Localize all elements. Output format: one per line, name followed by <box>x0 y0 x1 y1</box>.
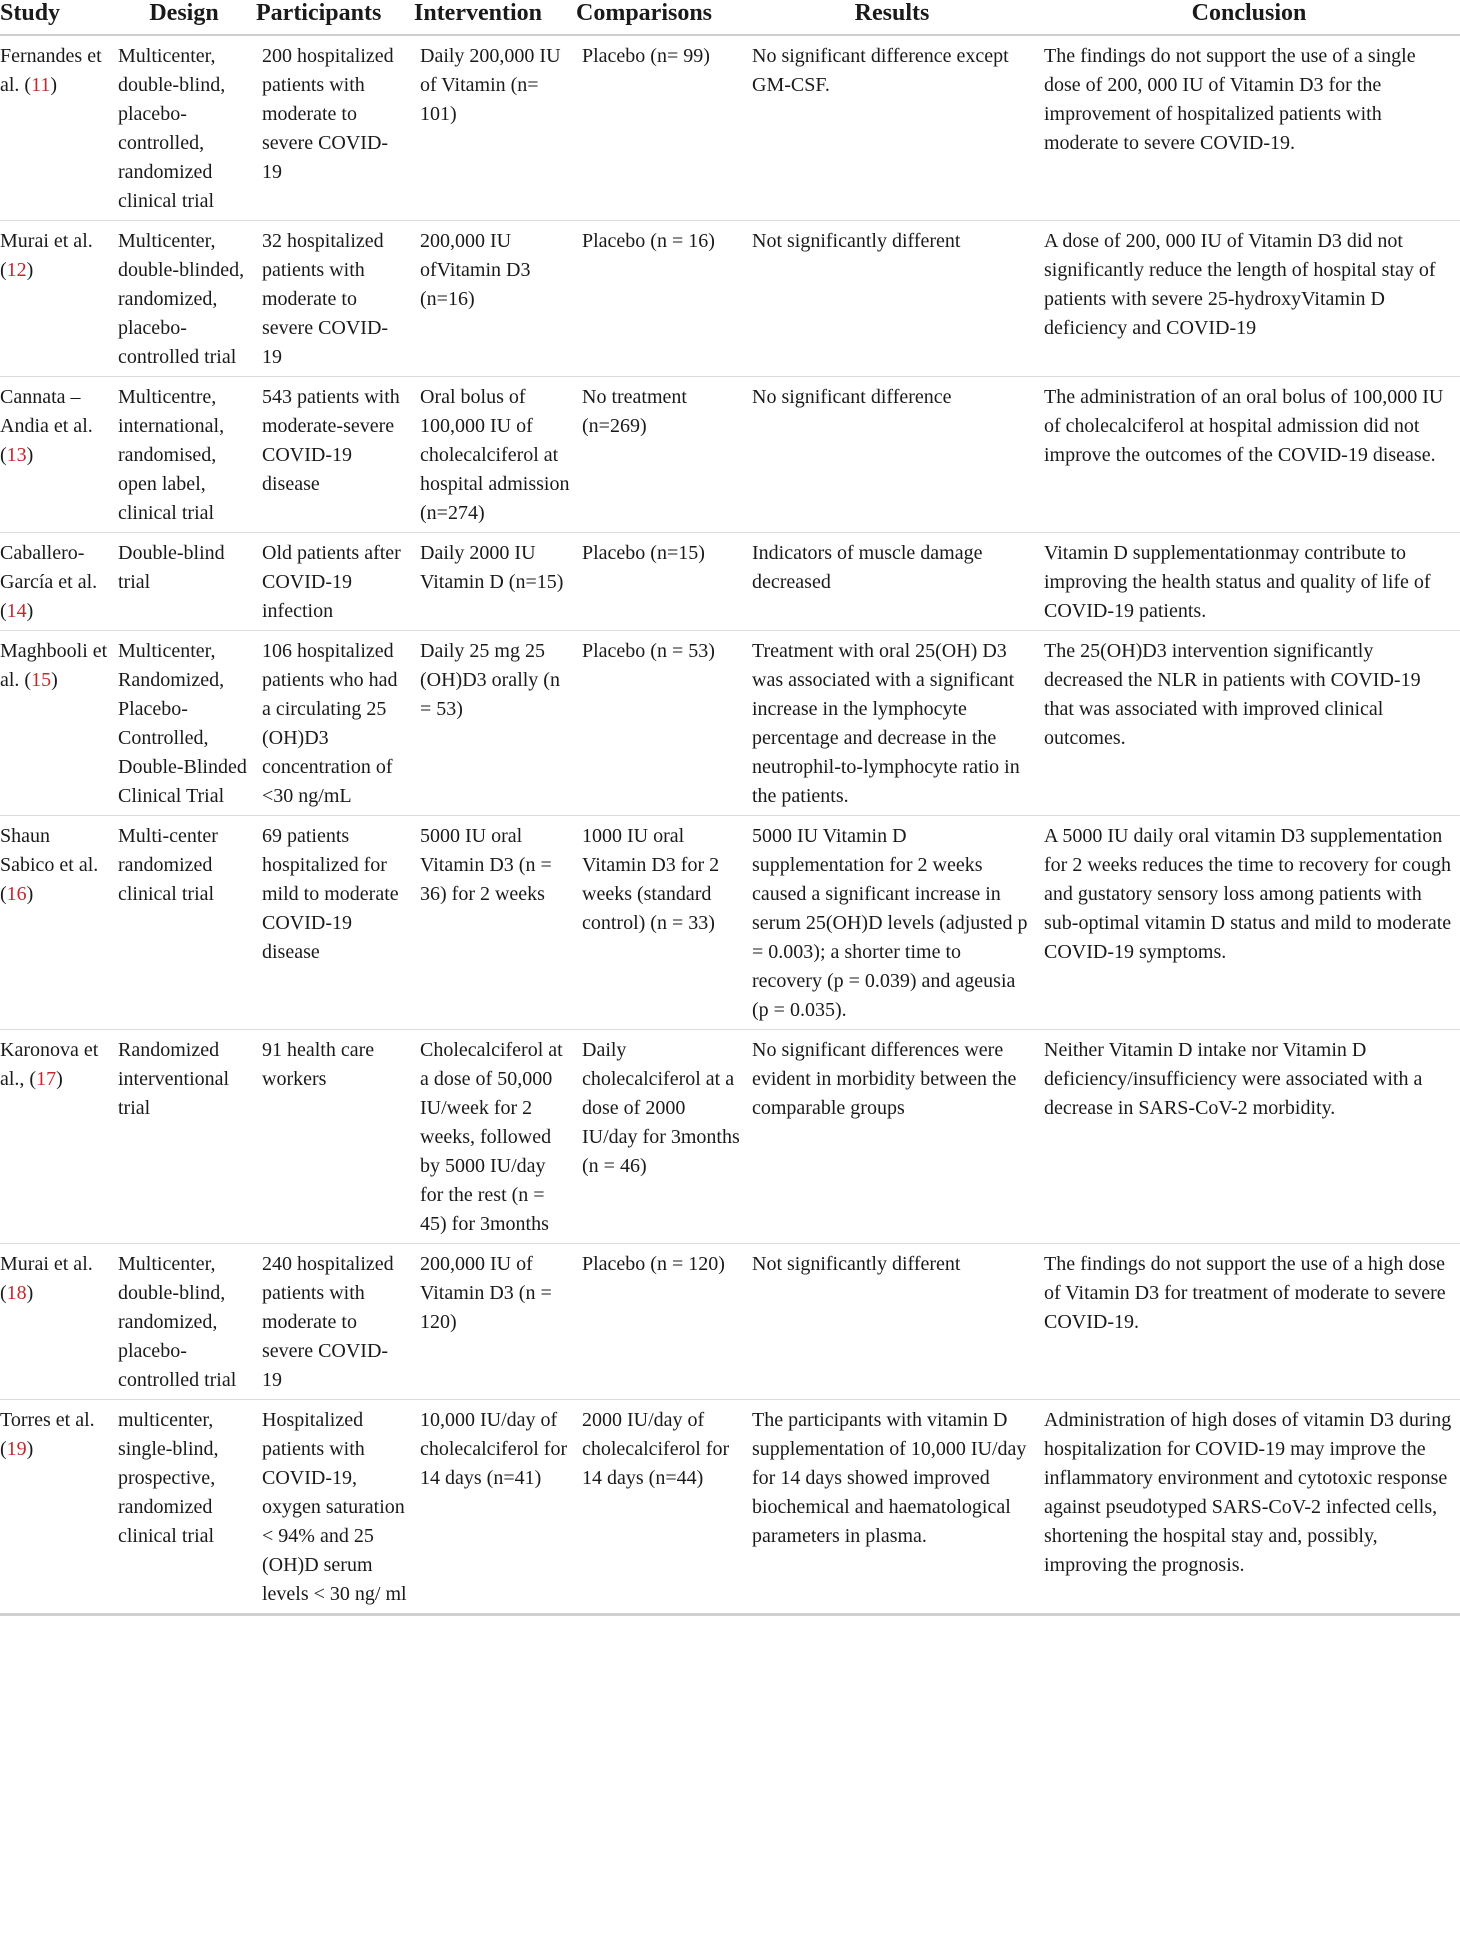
study-name-suffix: ) <box>26 1282 34 1304</box>
reference-link[interactable]: 14 <box>6 600 27 622</box>
conclusion-cell: The findings do not support the use of a high dose of Vitamin D3 for treatment of moderate to severe COVID-19. <box>1038 1244 1460 1400</box>
header-study: Study <box>0 0 112 35</box>
design-cell: Multicenter, double-blinded, randomized, placebo-controlled trial <box>112 221 256 377</box>
header-participants: Participants <box>256 0 414 35</box>
comparisons-cell: Placebo (n=15) <box>576 533 746 631</box>
reference-link[interactable]: 15 <box>31 669 52 691</box>
design-cell: multicenter, single-blind, prospective, randomized clinical trial <box>112 1400 256 1615</box>
comparisons-cell: Placebo (n = 16) <box>576 221 746 377</box>
design-cell: Multicenter, double-blind, randomized, placebo-controlled trial <box>112 1244 256 1400</box>
table-row <box>0 1244 1460 1400</box>
participants-cell: Old patients after COVID-19 infection <box>256 533 414 631</box>
intervention-cell: 10,000 IU/day of cholecalciferol for 14 days (n=41) <box>414 1400 576 1615</box>
participants-cell: Hospitalized patients with COVID-19, oxygen saturation < 94% and 25 (OH)D serum levels < 30 ng/ ml <box>256 1400 414 1615</box>
conclusion-cell: A dose of 200, 000 IU of Vitamin D3 did not significantly reduce the length of hospital stay of patients with severe 25-hydroxyVitamin D deficiency and COVID-19 <box>1038 221 1460 377</box>
comparisons-cell: No treatment (n=269) <box>576 377 746 533</box>
header-design: Design <box>112 0 256 35</box>
study-name: Shaun Sabico et al. ( <box>0 825 99 905</box>
design-cell: Double-blind trial <box>112 533 256 631</box>
conclusion-cell: Administration of high doses of vitamin D3 during hospitalization for COVID-19 may improve the inflammatory environment and cytotoxic response against pseudotyped SARS-CoV-2 infected cells, shortening the hospital stay and, possibly, improving the prognosis. <box>1038 1400 1460 1615</box>
study-cell <box>0 377 112 533</box>
study-name-suffix: ) <box>56 1068 63 1090</box>
header-comparisons: Comparisons <box>576 0 746 35</box>
reference-link[interactable]: 13 <box>6 444 27 466</box>
comparisons-cell: Placebo (n= 99) <box>576 35 746 221</box>
participants-cell: 240 hospitalized patients with moderate to severe COVID-19 <box>256 1244 414 1400</box>
study-name-suffix: ) <box>51 669 58 691</box>
conclusion-cell: Neither Vitamin D intake nor Vitamin D deficiency/insufficiency were associated with a decrease in SARS-CoV-2 morbidity. <box>1038 1030 1460 1244</box>
participants-cell: 69 patients hospitalized for mild to moderate COVID-19 disease <box>256 816 414 1030</box>
comparisons-cell: Daily cholecalciferol at a dose of 2000 IU/day for 3months (n = 46) <box>576 1030 746 1244</box>
header-results: Results <box>746 0 1038 35</box>
conclusion-cell: The findings do not support the use of a single dose of 200, 000 IU of Vitamin D3 for the improvement of hospitalized patients with moderate to severe COVID-19. <box>1038 35 1460 221</box>
participants-cell: 32 hospitalized patients with moderate to severe COVID-19 <box>256 221 414 377</box>
intervention-cell: Daily 2000 IU Vitamin D (n=15) <box>414 533 576 631</box>
study-name-suffix: ) <box>26 883 34 905</box>
conclusion-cell: The administration of an oral bolus of 100,000 IU of cholecalciferol at hospital admission did not improve the outcomes of the COVID-19 disease. <box>1038 377 1460 533</box>
comparisons-cell: 2000 IU/day of cholecalciferol for 14 days (n=44) <box>576 1400 746 1615</box>
reference-link[interactable]: 18 <box>6 1282 27 1304</box>
table-row <box>0 35 1460 221</box>
design-cell: Randomized interventional trial <box>112 1030 256 1244</box>
reference-link[interactable]: 11 <box>31 74 51 96</box>
study-name: Murai et al. ( <box>0 230 93 281</box>
table-row <box>0 1400 1460 1615</box>
study-name: Karonova et al., ( <box>0 1039 99 1090</box>
results-cell: 5000 IU Vitamin D supplementation for 2 weeks caused a significant increase in serum 25(OH)D levels (adjusted p = 0.003); a shorter time to recovery (p = 0.039) and ageusia (p = 0.035). <box>746 816 1038 1030</box>
conclusion-cell: A 5000 IU daily oral vitamin D3 supplementation for 2 weeks reduces the time to recovery for cough and gustatory sensory loss among patients with sub-optimal vitamin D status and mild to moderate COVID-19 symptoms. <box>1038 816 1460 1030</box>
comparisons-cell: Placebo (n = 53) <box>576 631 746 816</box>
participants-cell: 106 hospitalized patients who had a circulating 25 (OH)D3 concentration of <30 ng/mL <box>256 631 414 816</box>
study-cell <box>0 533 112 631</box>
table-body <box>0 35 1460 1615</box>
study-name: Murai et al. ( <box>0 1253 93 1304</box>
design-cell: Multicentre, international, randomised, open label, clinical trial <box>112 377 256 533</box>
intervention-cell: 200,000 IU of Vitamin D3 (n = 120) <box>414 1244 576 1400</box>
participants-cell: 91 health care workers <box>256 1030 414 1244</box>
study-name-suffix: ) <box>26 1438 34 1460</box>
participants-cell: 200 hospitalized patients with moderate to severe COVID-19 <box>256 35 414 221</box>
design-cell: Multicenter, double-blind, placebo-controlled, randomized clinical trial <box>112 35 256 221</box>
table-row <box>0 816 1460 1030</box>
results-cell: No significant difference except GM-CSF. <box>746 35 1038 221</box>
intervention-cell: 5000 IU oral Vitamin D3 (n = 36) for 2 weeks <box>414 816 576 1030</box>
study-name-suffix: ) <box>26 259 34 281</box>
study-cell <box>0 1244 112 1400</box>
intervention-cell: Cholecalciferol at a dose of 50,000 IU/week for 2 weeks, followed by 5000 IU/day for the rest (n = 45) for 3months <box>414 1030 576 1244</box>
comparisons-cell: 1000 IU oral Vitamin D3 for 2 weeks (standard control) (n = 33) <box>576 816 746 1030</box>
results-cell: Not significantly different <box>746 1244 1038 1400</box>
results-cell: Indicators of muscle damage decreased <box>746 533 1038 631</box>
study-name: Cannata –Andia et al. ( <box>0 386 93 466</box>
results-cell: No significant differences were evident in morbidity between the comparable groups <box>746 1030 1038 1244</box>
reference-link[interactable]: 19 <box>6 1438 27 1460</box>
intervention-cell: 200,000 IU ofVitamin D3 (n=16) <box>414 221 576 377</box>
study-name-suffix: ) <box>50 74 58 96</box>
results-cell: Not significantly different <box>746 221 1038 377</box>
study-name: Torres et al. ( <box>0 1409 95 1460</box>
study-name-suffix: ) <box>26 600 34 622</box>
study-name: Caballero-García et al. ( <box>0 542 98 622</box>
intervention-cell: Oral bolus of 100,000 IU of cholecalciferol at hospital admission (n=274) <box>414 377 576 533</box>
study-name: Fernandes et al. ( <box>0 45 102 96</box>
study-cell <box>0 221 112 377</box>
results-cell: No significant difference <box>746 377 1038 533</box>
table-row <box>0 377 1460 533</box>
intervention-cell: Daily 25 mg 25 (OH)D3 orally (n = 53) <box>414 631 576 816</box>
design-cell: Multicenter, Randomized, Placebo-Controlled, Double-Blinded Clinical Trial <box>112 631 256 816</box>
results-cell: Treatment with oral 25(OH) D3 was associated with a significant increase in the lymphocyte percentage and decrease in the neutrophil-to-lymphocyte ratio in the patients. <box>746 631 1038 816</box>
comparisons-cell: Placebo (n = 120) <box>576 1244 746 1400</box>
participants-cell: 543 patients with moderate-severe COVID-19 disease <box>256 377 414 533</box>
results-cell: The participants with vitamin D supplementation of 10,000 IU/day for 14 days showed improved biochemical and haematological parameters in plasma. <box>746 1400 1038 1615</box>
design-cell: Multi-center randomized clinical trial <box>112 816 256 1030</box>
reference-link[interactable]: 17 <box>36 1068 57 1090</box>
reference-link[interactable]: 12 <box>6 259 27 281</box>
conclusion-cell: The 25(OH)D3 intervention significantly decreased the NLR in patients with COVID-19 that was associated with improved clinical outcomes. <box>1038 631 1460 816</box>
study-cell <box>0 1400 112 1615</box>
table-row <box>0 221 1460 377</box>
study-name: Maghbooli et al. ( <box>0 640 108 691</box>
header-conclusion: Conclusion <box>1038 0 1460 35</box>
intervention-cell: Daily 200,000 IU of Vitamin (n= 101) <box>414 35 576 221</box>
table-row <box>0 533 1460 631</box>
study-cell <box>0 631 112 816</box>
study-cell <box>0 1030 112 1244</box>
header-intervention: Intervention <box>414 0 576 35</box>
study-cell <box>0 816 112 1030</box>
study-cell <box>0 35 112 221</box>
table-row <box>0 631 1460 816</box>
table-row <box>0 1030 1460 1244</box>
conclusion-cell: Vitamin D supplementationmay contribute to improving the health status and quality of life of COVID-19 patients. <box>1038 533 1460 631</box>
table-header-row <box>0 0 1460 35</box>
reference-link[interactable]: 16 <box>6 883 27 905</box>
study-name-suffix: ) <box>26 444 34 466</box>
